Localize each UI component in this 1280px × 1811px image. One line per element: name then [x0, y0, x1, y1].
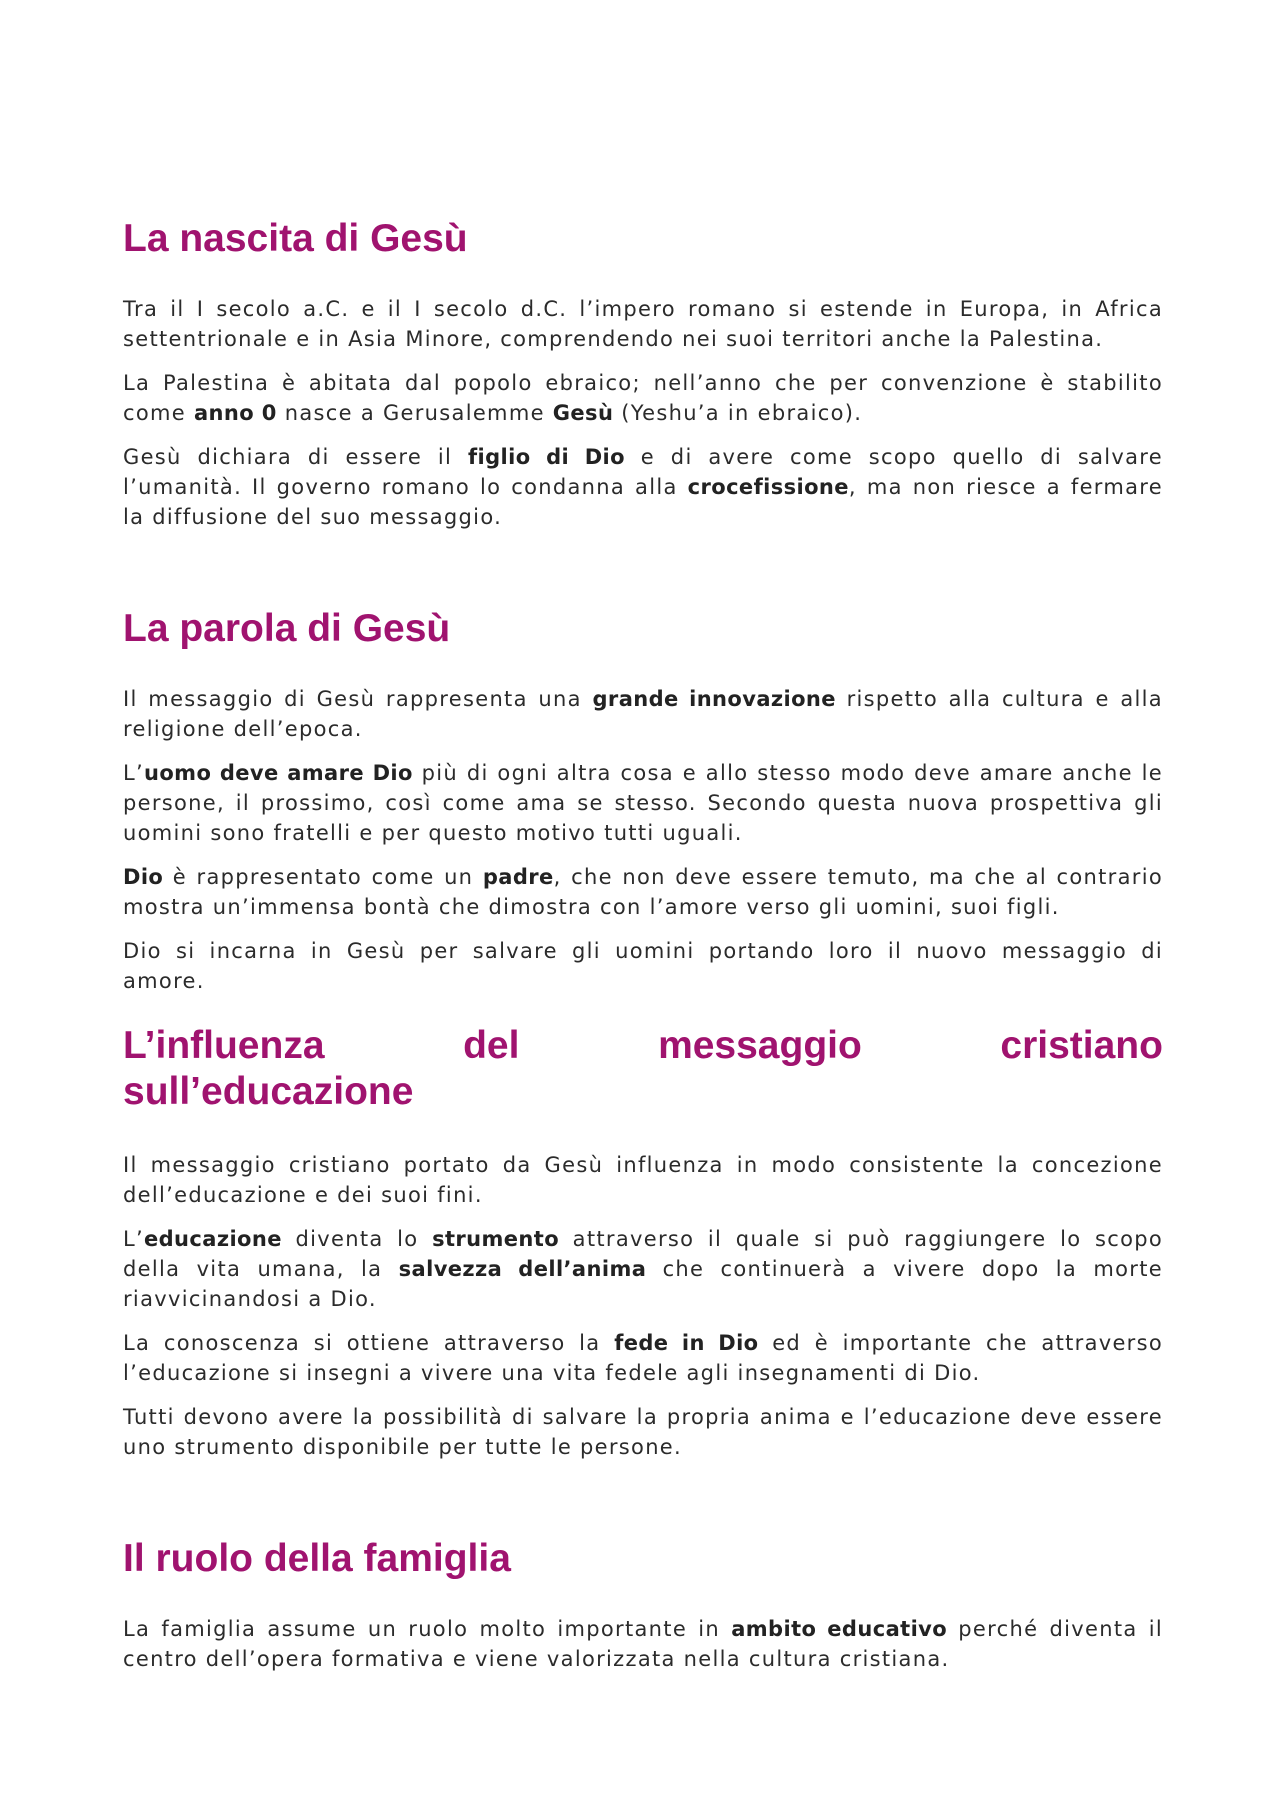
text-run: diventa lo	[281, 1227, 433, 1251]
text-run: L’	[123, 1227, 144, 1251]
bold-term: Gesù	[552, 401, 614, 425]
text-run: La conoscenza si ottiene attraverso la	[123, 1331, 615, 1355]
text-run: , ma non riesce a fermare la diffusione del suo messaggio.	[123, 475, 1163, 529]
paragraph	[123, 294, 1163, 354]
text-run: (Yeshu’a in ebraico).	[613, 401, 863, 425]
text-run: , che non deve essere temuto, ma che al contrario mostra un’immensa bontà che dimostra con l’amore verso gli uomini, suoi figli.	[123, 865, 1163, 919]
paragraph	[123, 758, 1163, 848]
text-run: La Palestina è abitata dal popolo ebraico; nell’anno che per convenzione è stabilito come	[123, 371, 1163, 425]
bold-term: padre	[482, 865, 554, 889]
text-run: che continuerà a vivere dopo la morte riavvicinandosi a Dio.	[123, 1257, 1163, 1311]
paragraph	[123, 368, 1163, 428]
paragraph	[123, 1328, 1163, 1388]
bold-term: salvezza dell’anima	[398, 1257, 647, 1281]
text-run: Dio si incarna in Gesù per salvare gli uomini portando loro il nuovo messaggio di amore.	[123, 939, 1163, 993]
bold-term: crocefissione	[687, 475, 849, 499]
text-run: La famiglia assume un ruolo molto importante in	[123, 1617, 732, 1641]
text-run: Il messaggio cristiano portato da Gesù influenza in modo consistente la concezione dell’educazione e dei suoi fini.	[123, 1153, 1163, 1207]
bold-term: ambito educativo	[731, 1617, 948, 1641]
paragraph	[123, 936, 1163, 996]
heading-influenza-line1	[123, 1023, 1163, 1069]
heading-influenza-line2: sull’educazione	[123, 1070, 414, 1113]
text-run: ed è importante che attraverso l’educazione si insegni a vivere una vita fedele agli insegnamenti di Dio.	[123, 1331, 1164, 1385]
text-run: più di ogni altra cosa e allo stesso modo deve amare anche le persone, il prossimo, così come ama se stesso. Secondo questa nuova prospettiva gli uomini sono fratelli e per questo motivo tutti uguali.	[123, 761, 1163, 845]
paragraph	[123, 1614, 1163, 1674]
heading-nascita: La nascita di Gesù	[123, 217, 468, 260]
text-run: e di avere come scopo quello di salvare l’umanità. Il governo romano lo condanna alla	[123, 445, 1164, 499]
bold-term: anno 0	[193, 401, 277, 425]
paragraph	[123, 684, 1163, 744]
paragraph	[123, 442, 1163, 532]
text-run: rispetto alla cultura e alla religione dell’epoca.	[123, 687, 1163, 741]
text-run: perché diventa il centro dell’opera formativa e viene valorizzata nella cultura cristiana.	[123, 1617, 1163, 1671]
heading-word: messaggio	[658, 1024, 862, 1067]
paragraph	[123, 1224, 1163, 1314]
bold-term: uomo deve amare Dio	[143, 761, 413, 785]
bold-term: strumento	[432, 1227, 560, 1251]
bold-term: fede in Dio	[614, 1331, 759, 1355]
text-run: Il messaggio di Gesù rappresenta una	[123, 687, 593, 711]
paragraph	[123, 862, 1163, 922]
heading-word: cristiano	[1000, 1024, 1163, 1067]
heading-famiglia: Il ruolo della famiglia	[123, 1537, 511, 1580]
paragraph	[123, 1402, 1163, 1462]
heading-word: L’influenza	[123, 1024, 325, 1067]
heading-parola: La parola di Gesù	[123, 607, 451, 650]
bold-term: grande innovazione	[592, 687, 836, 711]
text-run: attraverso il quale si può raggiungere lo scopo della vita umana, la	[123, 1227, 1164, 1281]
heading-word: del	[463, 1024, 520, 1067]
bold-term: figlio di Dio	[467, 445, 625, 469]
text-run: Tra il I secolo a.C. e il I secolo d.C. l’impero romano si estende in Europa, in Africa settentrionale e in Asia Minore, comprendendo nei suoi territori anche la Palestina.	[123, 297, 1163, 351]
text-run: L’	[123, 761, 144, 785]
text-run: Gesù dichiara di essere il	[123, 445, 468, 469]
text-run: Tutti devono avere la possibilità di salvare la propria anima e l’educazione deve essere uno strumento disponibile per tutte le persone.	[123, 1405, 1163, 1459]
paragraph	[123, 1150, 1163, 1210]
bold-term: educazione	[143, 1227, 282, 1251]
heading-influenza	[123, 1023, 1163, 1115]
bold-term: Dio	[123, 865, 164, 889]
text-run: è rappresentato come un	[163, 865, 483, 889]
text-run: nasce a Gerusalemme	[276, 401, 553, 425]
